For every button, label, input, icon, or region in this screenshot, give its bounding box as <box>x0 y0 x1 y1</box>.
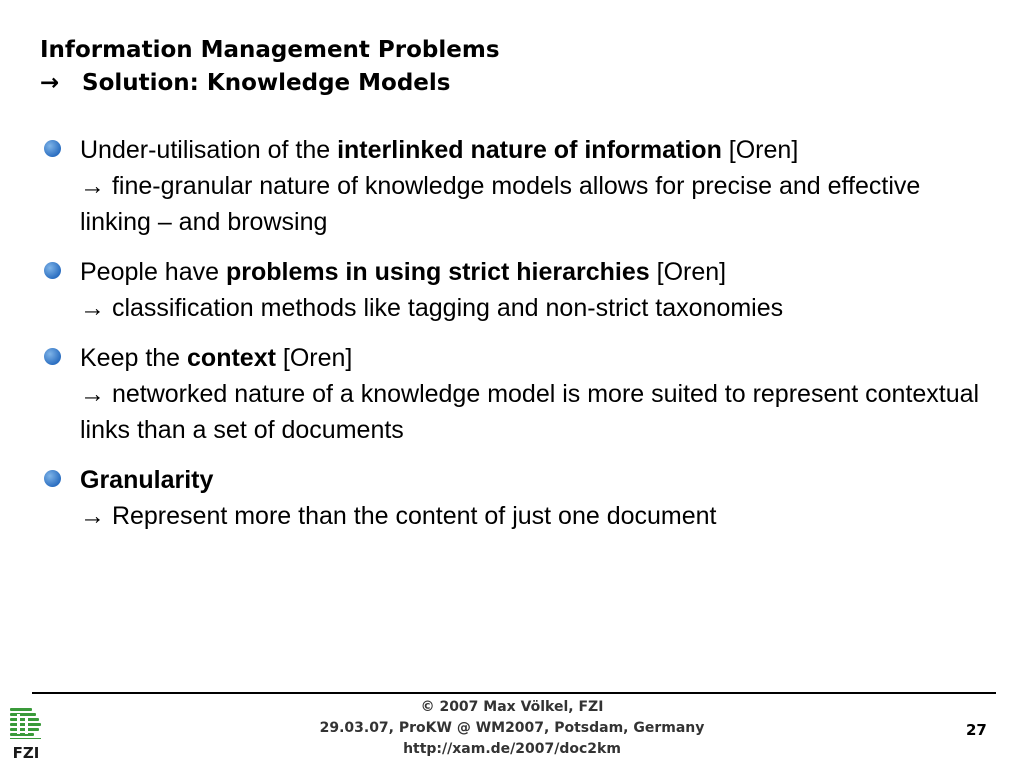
bullet-dot-icon <box>44 348 61 365</box>
bullet-detail-text: Represent more than the content of just one document <box>105 502 717 530</box>
title-solution: Solution: Knowledge Models <box>82 70 451 96</box>
footer <box>0 697 1024 760</box>
bullet-text-pre: People have <box>80 258 226 286</box>
bullet-text-pre: Keep the <box>80 344 188 372</box>
bullet-text-bold: context <box>187 344 276 372</box>
page-number: 27 <box>966 721 987 739</box>
bullet-text-post: [Oren] <box>721 136 799 164</box>
bullet-text-bold: Granularity <box>80 466 214 494</box>
bullet-text-bold: interlinked nature of information <box>337 136 722 164</box>
bullet-text-pre: Under-utilisation of the <box>80 136 338 164</box>
title-line-1: Information Management Problems <box>40 37 500 63</box>
bullet-detail <box>80 376 994 448</box>
bullet-detail-text: classification methods like tagging and non-strict taxonomies <box>105 294 784 322</box>
bullet-item-2 <box>44 254 994 326</box>
bullet-text-post: [Oren] <box>649 258 727 286</box>
bullet-list <box>44 132 994 548</box>
logo-text: FZI <box>12 744 40 762</box>
bullet-item-3 <box>44 340 994 448</box>
bullet-item-1 <box>44 132 994 240</box>
bullet-text-post: [Oren] <box>275 344 353 372</box>
bullet-dot-icon <box>44 262 61 279</box>
bullet-detail-text: fine-granular nature of knowledge models allows for precise and effective linking – and browsing <box>80 172 921 236</box>
title-line-2 <box>40 67 500 100</box>
footer-divider <box>32 692 996 694</box>
fzi-logo <box>8 704 44 762</box>
right-arrow-icon: → <box>80 380 105 408</box>
right-arrow-icon: → <box>80 502 105 530</box>
bullet-dot-icon <box>44 140 61 157</box>
bullet-detail <box>80 290 994 326</box>
bullet-item-4 <box>44 462 994 534</box>
bullet-detail <box>80 498 994 534</box>
bullet-detail <box>80 168 994 240</box>
bullet-detail-text: networked nature of a knowledge model is more suited to represent contextual links than a set of documents <box>80 380 980 444</box>
slide-title <box>40 34 500 100</box>
right-arrow-icon: → <box>80 294 105 322</box>
right-arrow-icon: → <box>40 70 60 96</box>
bullet-dot-icon <box>44 470 61 487</box>
right-arrow-icon: → <box>80 172 105 200</box>
footer-url: http://xam.de/2007/doc2km <box>403 741 621 757</box>
footer-event: 29.03.07, ProKW @ WM2007, Potsdam, Germany <box>319 720 705 736</box>
bullet-text-bold: problems in using strict hierarchies <box>225 258 650 286</box>
footer-copyright: © 2007 Max Völkel, FZI <box>420 699 604 715</box>
